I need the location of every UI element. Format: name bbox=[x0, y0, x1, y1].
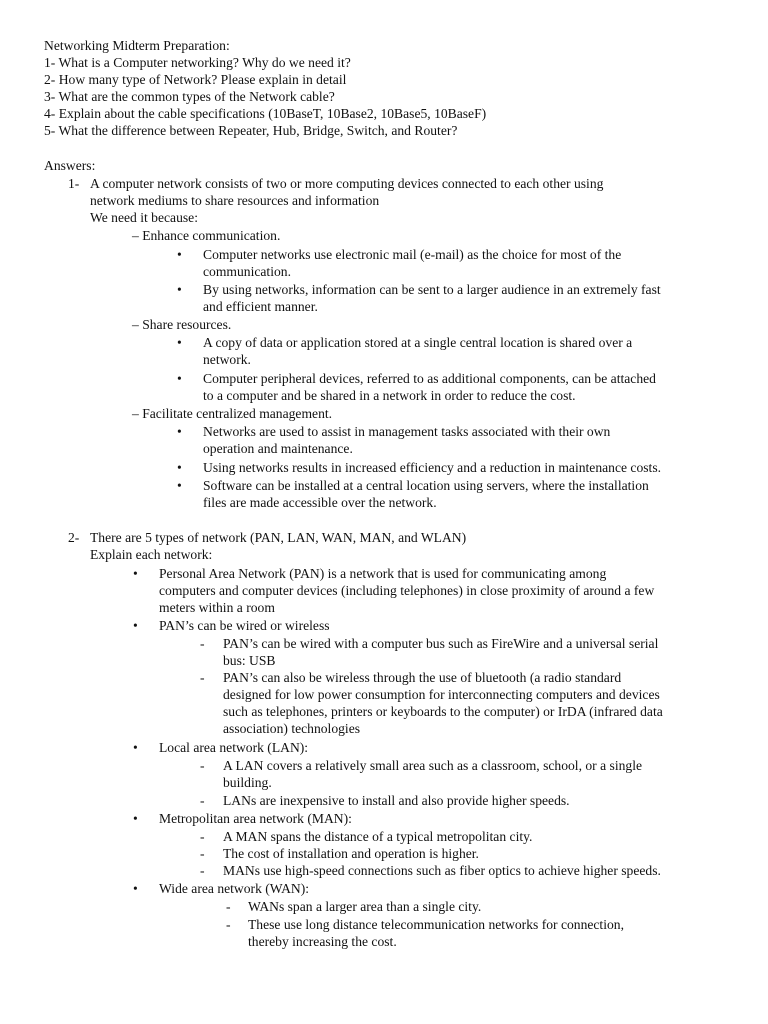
question-5: 5- What the difference between Repeater, Hub, Bridge, Switch, and Router? bbox=[44, 123, 458, 138]
question-3: 3- What are the common types of the Network cable? bbox=[44, 89, 335, 104]
dash-item-text: thereby increasing the cost. bbox=[248, 934, 397, 949]
bullet-icon: • bbox=[177, 460, 182, 475]
question-4: 4- Explain about the cable specifications (10BaseT, 10Base2, 10Base5, 10BaseF) bbox=[44, 106, 487, 121]
doc-title: Networking Midterm Preparation: bbox=[44, 38, 230, 53]
dash-item-text: association) technologies bbox=[223, 721, 361, 736]
bullet-icon: • bbox=[177, 335, 182, 350]
bullet-icon: • bbox=[133, 566, 138, 581]
dash-item-text: PAN’s can also be wireless through the use of bluetooth (a radio standard bbox=[223, 670, 622, 685]
bullet-text: files are made accessible over the network. bbox=[203, 495, 437, 510]
bullet-text: operation and maintenance. bbox=[203, 441, 353, 456]
pan-wired-heading: PAN’s can be wired or wireless bbox=[159, 618, 330, 633]
dash-item-text: such as telephones, printers or keyboards to the computer) or IrDA (infrared data bbox=[223, 704, 663, 719]
bullet-icon: • bbox=[177, 424, 182, 439]
dash-item-text: building. bbox=[223, 775, 272, 790]
bullet-text: network. bbox=[203, 352, 251, 367]
dash-icon: - bbox=[200, 758, 205, 773]
answers-label: Answers: bbox=[44, 158, 96, 173]
bullet-text: A copy of data or application stored at a single central location is shared over a bbox=[203, 335, 633, 350]
bullet-text: Networks are used to assist in management tasks associated with their own bbox=[203, 424, 611, 439]
bullet-icon: • bbox=[133, 881, 138, 896]
dash-item-text: A LAN covers a relatively small area such as a classroom, school, or a single bbox=[223, 758, 643, 773]
section-heading: – Enhance communication. bbox=[132, 228, 281, 243]
dash-item-text: These use long distance telecommunication networks for connection, bbox=[248, 917, 624, 932]
pan-definition: computers and computer devices (including telephones) in close proximity of around a few bbox=[159, 583, 655, 598]
dash-item-text: bus: USB bbox=[223, 653, 276, 668]
answer-1-need: We need it because: bbox=[90, 210, 198, 225]
dash-icon: - bbox=[226, 917, 231, 932]
bullet-icon: • bbox=[133, 811, 138, 826]
bullet-text: Using networks results in increased efficiency and a reduction in maintenance costs. bbox=[203, 460, 662, 475]
answer-1-text: network mediums to share resources and information bbox=[90, 193, 380, 208]
man-heading: Metropolitan area network (MAN): bbox=[159, 811, 352, 826]
dash-item-text: MANs use high-speed connections such as fiber optics to achieve higher speeds. bbox=[223, 863, 661, 878]
dash-icon: - bbox=[200, 829, 205, 844]
answer-2-number: 2- bbox=[68, 530, 80, 545]
dash-item-text: PAN’s can be wired with a computer bus such as FireWire and a universal serial bbox=[223, 636, 659, 651]
dash-icon: - bbox=[200, 863, 205, 878]
dash-item-text: designed for low power consumption for interconnecting computers and devices bbox=[223, 687, 660, 702]
bullet-text: By using networks, information can be sent to a larger audience in an extremely fast bbox=[203, 282, 661, 297]
question-1: 1- What is a Computer networking? Why do we need it? bbox=[44, 55, 351, 70]
dash-icon: - bbox=[200, 636, 205, 651]
section-heading: – Share resources. bbox=[132, 317, 232, 332]
bullet-text: Computer networks use electronic mail (e-mail) as the choice for most of the bbox=[203, 247, 622, 262]
lan-heading: Local area network (LAN): bbox=[159, 740, 309, 755]
pan-definition: meters within a room bbox=[159, 600, 275, 615]
bullet-text: Software can be installed at a central location using servers, where the installation bbox=[203, 478, 649, 493]
bullet-text: communication. bbox=[203, 264, 291, 279]
dash-icon: - bbox=[200, 846, 205, 861]
answer-1-number: 1- bbox=[68, 176, 80, 191]
bullet-icon: • bbox=[133, 740, 138, 755]
bullet-icon: • bbox=[177, 282, 182, 297]
dash-icon: - bbox=[200, 670, 205, 685]
bullet-icon: • bbox=[133, 618, 138, 633]
pan-definition: Personal Area Network (PAN) is a network that is used for communicating among bbox=[159, 566, 607, 581]
section-heading: – Facilitate centralized management. bbox=[132, 406, 333, 421]
dash-item-text: WANs span a larger area than a single city. bbox=[248, 899, 482, 914]
bullet-text: to a computer and be shared in a network in order to reduce the cost. bbox=[203, 388, 576, 403]
answer-2-explain: Explain each network: bbox=[90, 547, 213, 562]
dash-item-text: The cost of installation and operation is higher. bbox=[223, 846, 479, 861]
dash-item-text: A MAN spans the distance of a typical metropolitan city. bbox=[223, 829, 533, 844]
dash-icon: - bbox=[226, 899, 231, 914]
bullet-text: and efficient manner. bbox=[203, 299, 318, 314]
bullet-text: Computer peripheral devices, referred to as additional components, can be attached bbox=[203, 371, 656, 386]
dash-icon: - bbox=[200, 793, 205, 808]
bullet-icon: • bbox=[177, 478, 182, 493]
bullet-icon: • bbox=[177, 247, 182, 262]
dash-item-text: LANs are inexpensive to install and also provide higher speeds. bbox=[223, 793, 570, 808]
question-2: 2- How many type of Network? Please explain in detail bbox=[44, 72, 347, 87]
wan-heading: Wide area network (WAN): bbox=[159, 881, 310, 896]
answer-1-text: A computer network consists of two or more computing devices connected to each other using bbox=[90, 176, 604, 191]
answer-2-intro: There are 5 types of network (PAN, LAN, WAN, MAN, and WLAN) bbox=[90, 530, 467, 545]
bullet-icon: • bbox=[177, 371, 182, 386]
